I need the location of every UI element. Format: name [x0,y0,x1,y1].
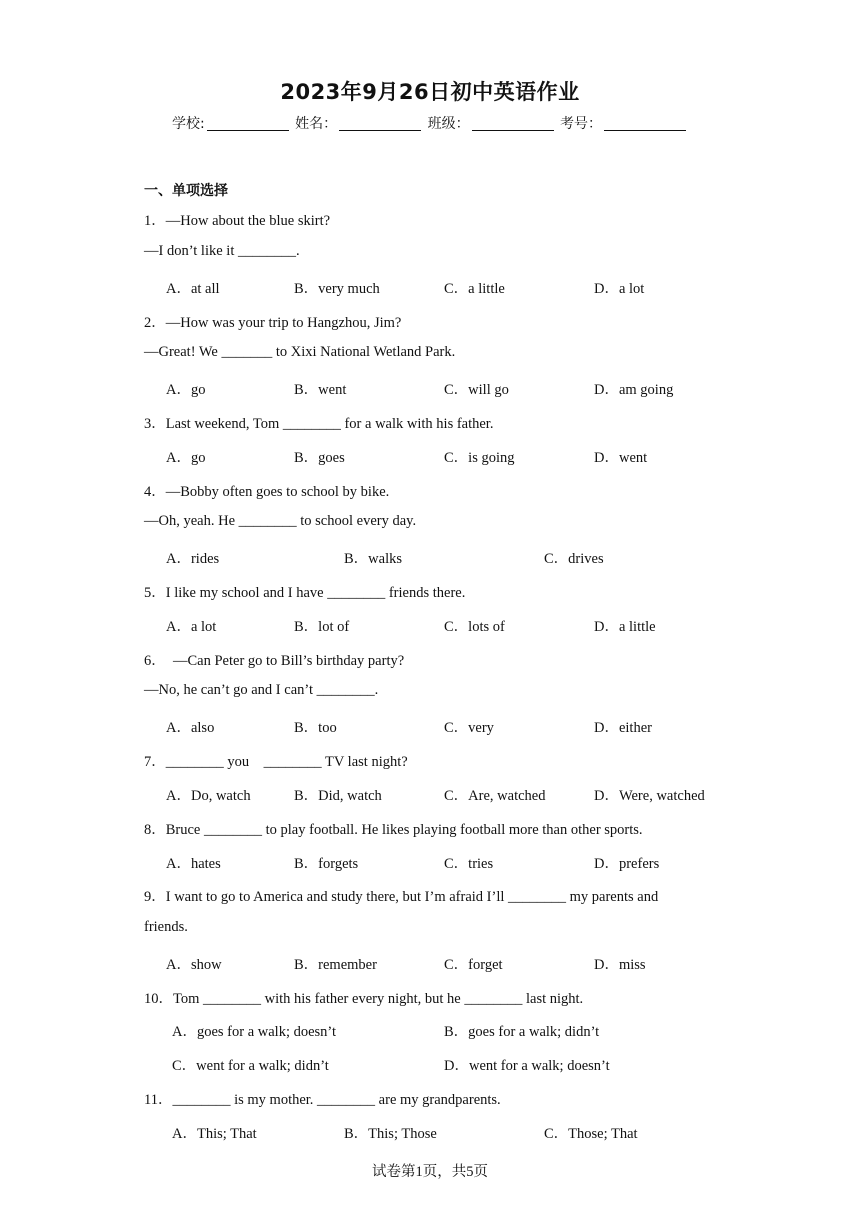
question-8-stem: 8．Bruce ________ to play football. He likes playing football more than other sports. [144,822,643,838]
school-blank [207,116,289,131]
question-7-option-d: D．Were, watched [594,788,705,804]
question-10-option-c: C．went for a walk; didn’t [172,1058,329,1074]
question-4-option-b: B．walks [344,551,402,567]
question-3-option-c: C．is going [444,450,515,466]
school-label: 学校: [171,116,205,132]
question-9-option-a: A．show [166,957,222,973]
question-4-option-a: A．rides [166,551,220,567]
question-11-option-c: C．Those; That [544,1126,638,1142]
question-4-option-c: C．drives [544,551,604,567]
question-6-option-d: D．either [594,720,652,736]
question-10-option-d: D．went for a walk; doesn’t [444,1058,610,1074]
question-8-option-c: C．tries [444,856,494,872]
question-6-option-b: B．too [294,720,337,736]
student-info-row [0,113,860,133]
question-9-line-2: friends. [144,919,188,935]
question-5-option-a: A．a lot [166,619,217,635]
question-1-option-d: D．a lot [594,281,645,297]
question-8-option-b: B．forgets [294,856,359,872]
question-2-option-c: C．will go [444,382,509,398]
question-7-option-b: B．Did, watch [294,788,382,804]
question-10-option-b: B．goes for a walk; didn’t [444,1024,600,1040]
question-7-option-a: A．Do, watch [166,788,251,804]
question-6-option-c: C．very [444,720,494,736]
question-10-stem: 10．Tom ________ with his father every night, but he ________ last night. [144,991,584,1007]
page-footer: 试卷第1页，共5页 [372,1164,488,1180]
question-8-option-a: A．hates [166,856,221,872]
class-blank [472,116,554,131]
page-title: 2023年9月26日初中英语作业 [280,80,580,104]
question-3-stem: 3．Last weekend, Tom ________ for a walk with his father. [144,416,494,432]
question-5-option-b: B．lot of [294,619,350,635]
question-4-stem: 4．—Bobby often goes to school by bike. [144,484,390,500]
question-1-option-a: A．at all [166,281,220,297]
question-7-stem: 7．________ you ________ TV last night? [144,754,408,770]
question-6-line-2: —No, he can’t go and I can’t ________. [144,682,379,698]
question-9-option-c: C．forget [444,957,503,973]
question-9-option-d: D．miss [594,957,646,973]
question-4-line-2: —Oh, yeah. He ________ to school every day. [144,513,417,529]
question-1-stem: 1．—How about the blue skirt? [144,213,331,229]
question-1-option-b: B．very much [294,281,380,297]
class-label: 班级： [427,116,470,132]
exam-number-label: 考号： [560,116,603,132]
question-7-option-c: C．Are, watched [444,788,546,804]
question-2-option-b: B．went [294,382,347,398]
section-heading: 一、单项选择 [144,183,228,199]
question-2-option-a: A．go [166,382,206,398]
question-5-option-c: C．lots of [444,619,505,635]
question-11-stem: 11．________ is my mother. ________ are my grandparents. [144,1092,501,1108]
question-1-line-2: —I don’t like it ________. [144,243,300,259]
question-2-stem: 2．—How was your trip to Hangzhou, Jim? [144,315,402,331]
name-blank [339,116,421,131]
question-9-stem: 9．I want to go to America and study there, but I’m afraid I’ll ________ my parents and [144,889,659,905]
exam-number-blank [604,116,686,131]
question-2-option-d: D．am going [594,382,674,398]
question-2-line-2: —Great! We _______ to Xixi National Wetland Park. [144,344,456,360]
question-3-option-b: B．goes [294,450,345,466]
question-6-stem: 6． —Can Peter go to Bill’s birthday party? [144,653,405,669]
question-10-option-a: A．goes for a walk; doesn’t [172,1024,337,1040]
question-11-option-b: B．This; Those [344,1126,437,1142]
question-8-option-d: D．prefers [594,856,660,872]
question-5-stem: 5．I like my school and I have ________ friends there. [144,585,466,601]
question-3-option-d: D．went [594,450,648,466]
question-9-option-b: B．remember [294,957,377,973]
question-3-option-a: A．go [166,450,206,466]
question-6-option-a: A．also [166,720,215,736]
question-11-option-a: A．This; That [172,1126,257,1142]
name-label: 姓名： [295,116,338,132]
question-1-option-c: C．a little [444,281,505,297]
question-5-option-d: D．a little [594,619,656,635]
